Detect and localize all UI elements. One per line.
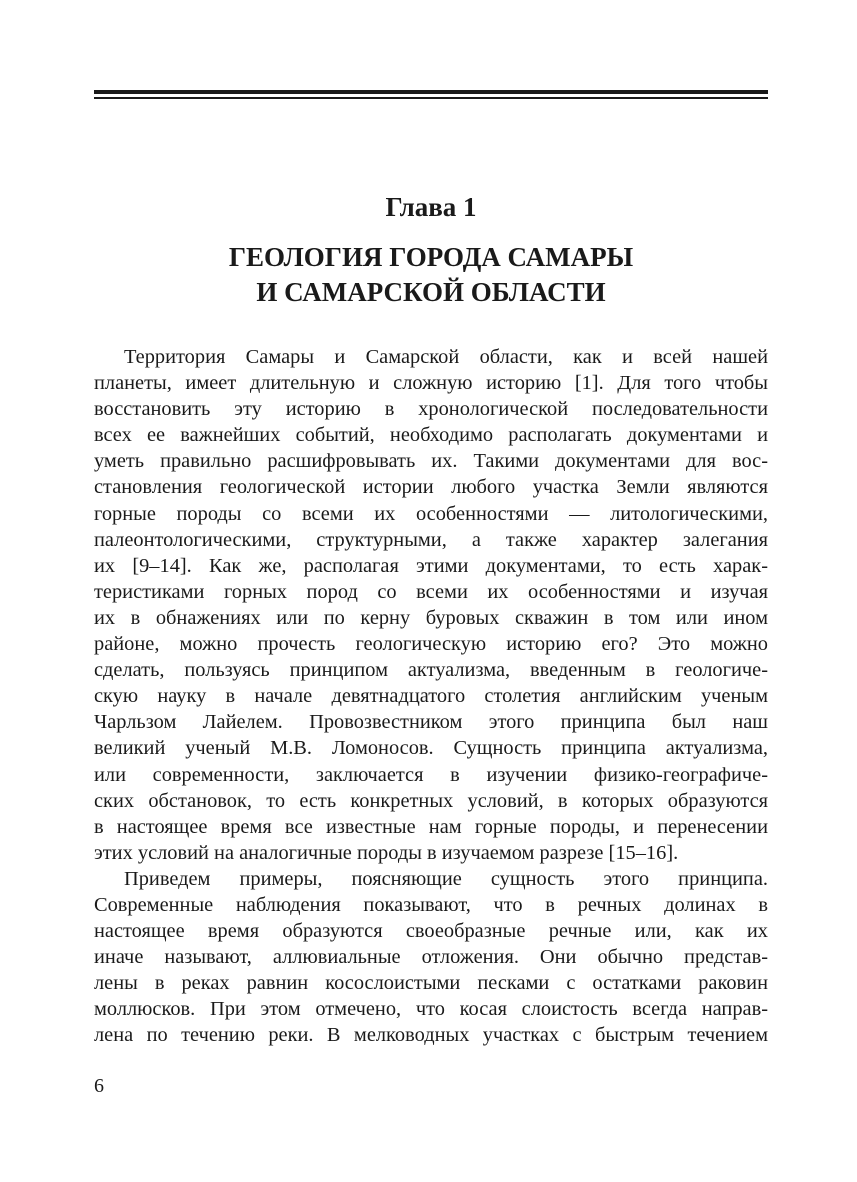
text-line: Территория Самары и Самарской области, как и всей нашей xyxy=(124,346,768,368)
text-line: теристиками горных пород со всеми их особенностями и изучая xyxy=(94,580,768,603)
text-line: районе, можно прочесть геологическую историю его? Это можно xyxy=(94,633,768,656)
text-line: моллюсков. При этом отмечено, что косая слоистость всегда направ- xyxy=(94,998,768,1021)
text-line: этих условий на аналогичные породы в изучаемом разрезе [15–16]. xyxy=(94,841,679,864)
text-line: уметь правильно расшифровывать их. Такими документами для вос- xyxy=(94,450,768,473)
text-line: великий ученый М.В. Ломоносов. Сущность принципа актуализма, xyxy=(94,737,768,760)
text-line: Приведем примеры, поясняющие сущность этого принципа. xyxy=(124,867,768,890)
text-line: их [9–14]. Как же, располагая этими документами, то есть харак- xyxy=(94,554,768,577)
paragraph-1 xyxy=(94,344,768,866)
text-line: Современные наблюдения показывают, что в речных долинах в xyxy=(94,893,768,916)
text-line: становления геологической истории любого участка Земли являются xyxy=(94,476,768,499)
text-line: иначе называют, аллювиальные отложения. Они обычно представ- xyxy=(94,946,768,969)
text-line: горные породы со всеми их особенностями — литологическими, xyxy=(94,502,768,525)
body-text xyxy=(94,344,768,1049)
header-rule-thick xyxy=(94,90,768,94)
text-line: планеты, имеет длительную и сложную историю [1]. Для того чтобы xyxy=(94,372,768,395)
chapter-label: Глава 1 xyxy=(385,192,477,222)
paragraph-2 xyxy=(94,866,768,1049)
text-line: настоящее время образуются своеобразные речные или, как их xyxy=(94,920,768,943)
text-line: всех ее важнейших событий, необходимо располагать документами и xyxy=(94,424,768,447)
text-line: ских обстановок, то есть конкретных условий, в которых образуются xyxy=(94,789,768,812)
chapter-title xyxy=(94,240,768,310)
header-rule-thin xyxy=(94,97,768,99)
text-line: палеонтологическими, структурными, а также характер залегания xyxy=(94,528,768,551)
text-line: сделать, пользуясь принципом актуализма, введенным в геологиче- xyxy=(94,659,768,682)
text-line: лены в реках равнин косослоистыми песками с остатками раковин xyxy=(94,972,768,995)
page-number: 6 xyxy=(94,1075,104,1097)
text-line: или современности, заключается в изучении физико-географиче- xyxy=(94,763,768,786)
text-line: их в обнажениях или по керну буровых скважин в том или ином xyxy=(94,606,768,629)
text-line: Чарльзом Лайелем. Провозвестником этого принципа был наш xyxy=(94,711,768,734)
text-line: скую науку в начале девятнадцатого столетия английским ученым xyxy=(94,685,768,708)
text-line: лена по течению реки. В мелководных участках с быстрым течением xyxy=(94,1024,768,1047)
chapter-title-line-2: И САМАРСКОЙ ОБЛАСТИ xyxy=(256,277,606,307)
text-line: восстановить эту историю в хронологической последовательности xyxy=(94,398,768,421)
chapter-title-line-1: ГЕОЛОГИЯ ГОРОДА САМАРЫ xyxy=(228,242,634,272)
text-line: в настоящее время все известные нам горные породы, и перенесении xyxy=(94,815,768,838)
